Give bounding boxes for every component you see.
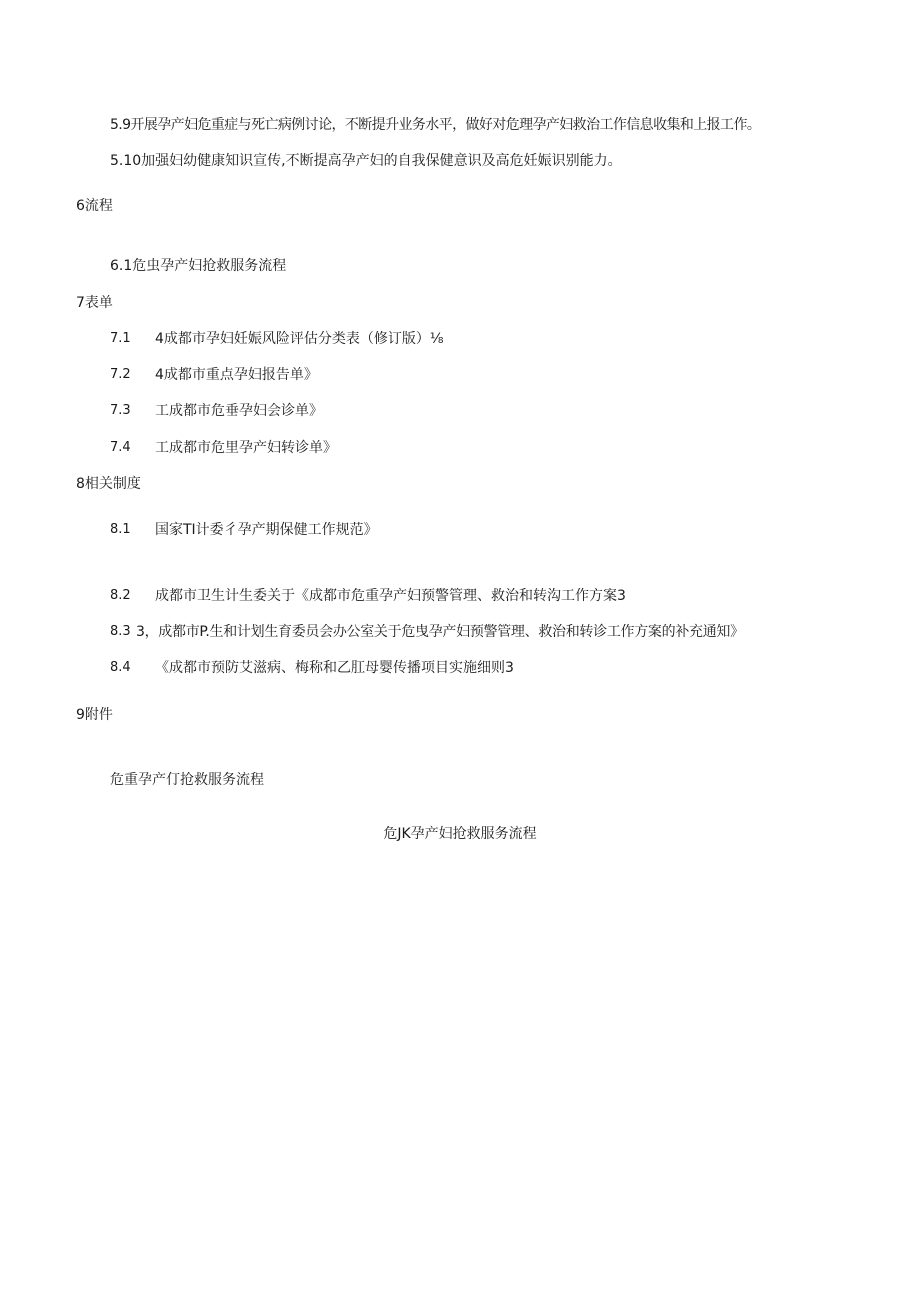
item-7-1-number: 7.1 — [110, 331, 131, 346]
item-7-4-text: 工成都市危里孕产妇转诊单》 — [155, 440, 337, 456]
item-8-1-text: 国家TI计委彳孕产期保健工作规范》 — [155, 522, 378, 538]
paragraph-5-10: 5.10加强妇幼健康知识宣传,不断提高孕产妇的自我保健意识及高危妊娠识别能力。 — [110, 153, 622, 169]
item-7-3-text: 工成都市危垂孕妇会诊单》 — [155, 403, 323, 419]
item-8-3-text: 3，成都市P.生和计划生育委员会办公室关于危曳孕产妇预警管理、救治和转诊工作方案的补充通知》 — [136, 624, 744, 640]
item-8-2-number: 8.2 — [110, 588, 131, 603]
section-7-heading: 7表单 — [76, 295, 113, 311]
item-7-3-number: 7.3 — [110, 403, 131, 418]
paragraph-5-9: 5.9开展孕产妇危重症与死亡病例讨论，不断提升业务水平，做好对危理孕产妇救治工作信息收集和上报工作。 — [110, 117, 761, 133]
item-6-1: 6.1危虫孕产妇抢救服务流程 — [110, 258, 287, 274]
attachment-title: 危重孕产仃抢救服务流程 — [110, 772, 264, 788]
item-8-1-number: 8.1 — [110, 522, 131, 537]
flowchart-title: 危JK孕产妇抢救服务流程 — [383, 826, 537, 842]
item-7-2-text: 4成都市重点孕妇报告单》 — [155, 367, 318, 383]
item-8-4-number: 8.4 — [110, 660, 131, 675]
section-8-heading: 8相关制度 — [76, 476, 141, 492]
item-8-2-text: 成都市卫生计生委关于《成都市危重孕产妇预警管理、救治和转沟工作方案3 — [155, 588, 626, 604]
item-8-3-number: 8.3 — [110, 624, 131, 639]
section-6-heading: 6流程 — [76, 198, 113, 214]
item-8-4-text: 《成都市预防艾滋病、梅称和乙肛母婴传播项目实施细则3 — [155, 660, 514, 676]
item-7-2-number: 7.2 — [110, 367, 131, 382]
item-7-4-number: 7.4 — [110, 440, 131, 455]
item-7-1-text: 4成都市孕妇妊娠风险评估分类表（修订版）⅛ — [155, 331, 444, 347]
section-9-heading: 9附件 — [76, 707, 113, 723]
